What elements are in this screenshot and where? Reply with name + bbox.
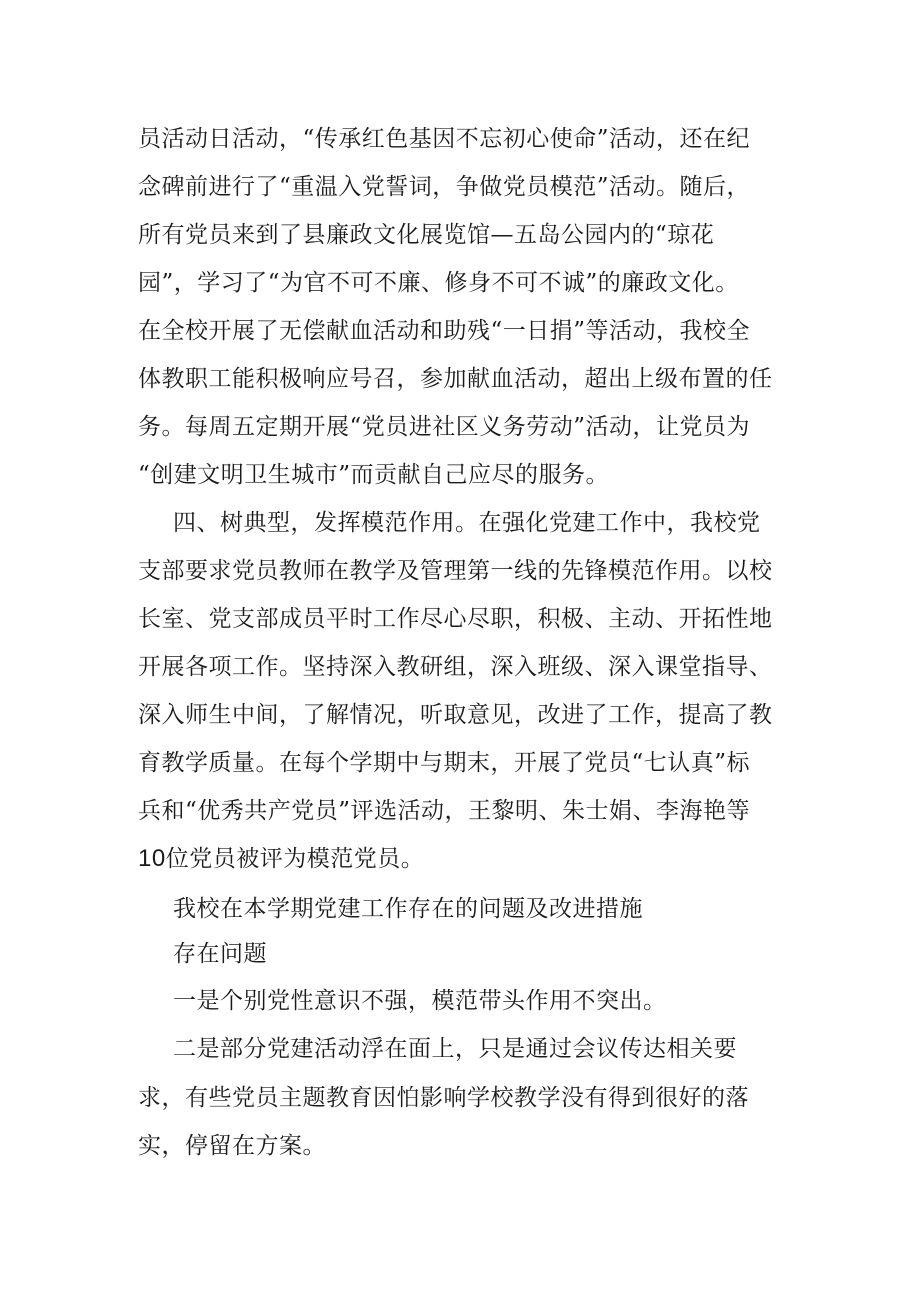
text-line: 在全校开展了无偿献血活动和助残“一日捐”等活动，我校全: [138, 318, 751, 344]
text-line: 开展各项工作。坚持深入教研组，深入班级、深入课堂指导、: [138, 654, 773, 680]
text-line: 所有党员来到了县廉政文化展览馆—五岛公园内的“琼花: [138, 222, 715, 248]
text-line: 园”，学习了“为官不可不廉、修身不可不诚”的廉政文化。: [138, 270, 739, 296]
problem-item-1: 一是个别党性意识不强，模范带头作用不突出。: [173, 988, 667, 1014]
problems-section-title: 我校在本学期党建工作存在的问题及改进措施: [173, 896, 643, 922]
text-line: 务。每周五定期开展“党员进社区义务劳动”活动，让党员为: [138, 414, 751, 440]
problems-subheading: 存在问题: [173, 941, 267, 967]
text-line: 育教学质量。在每个学期中与期末，开展了党员“七认真”标: [138, 750, 751, 776]
member-count: 10: [138, 845, 166, 872]
text-line: 员活动日活动，“传承红色基因不忘初心使命”活动，还在纪: [138, 126, 751, 152]
section-four-heading-line: 四、树典型，发挥模范作用。在强化党建工作中，我校党: [173, 510, 761, 536]
text-line: 支部要求党员教师在教学及管理第一线的先锋模范作用。以校: [138, 558, 773, 584]
text-line: 实，停留在方案。: [138, 1133, 326, 1159]
text-line: 念碑前进行了“重温入党誓词，争做党员模范”活动。随后，: [138, 174, 751, 200]
text-line: [138, 844, 424, 874]
problem-item-2: 二是部分党建活动浮在面上，只是通过会议传达相关要: [173, 1036, 737, 1062]
text-line: “创建文明卫生城市”而贡献自己应尽的服务。: [138, 462, 610, 488]
text-line: 求，有些党员主题教育因怕影响学校教学没有得到很好的落: [138, 1085, 749, 1111]
text-line-rest: 位党员被评为模范党员。: [165, 846, 425, 872]
text-line: 长室、党支部成员平时工作尽心尽职，积极、主动、开拓性地: [138, 606, 773, 632]
text-line: 兵和“优秀共产党员”评选活动，王黎明、朱士娟、李海艳等: [138, 798, 751, 824]
text-line: 深入师生中间，了解情况，听取意见，改进了工作，提高了教: [138, 702, 773, 728]
text-line: 体教职工能积极响应号召，参加献血活动，超出上级布置的任: [138, 366, 773, 392]
